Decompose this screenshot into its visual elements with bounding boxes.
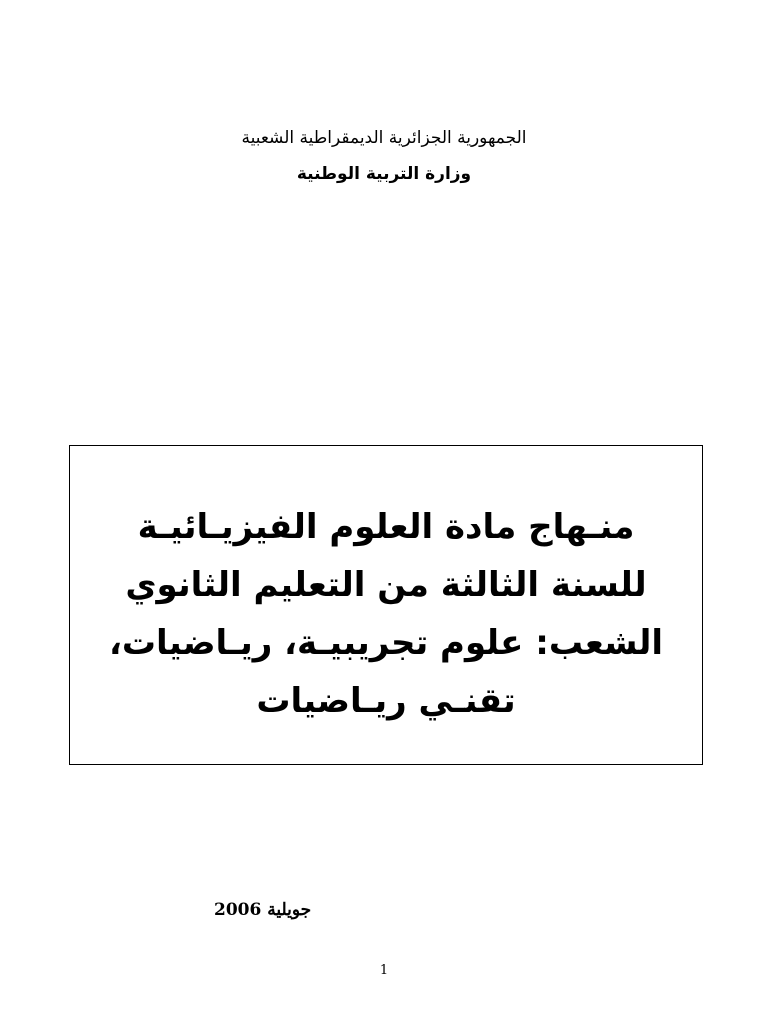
republic-heading: الجمهورية الجزائرية الديمقراطية الشعبية	[241, 128, 527, 148]
page-number: 1	[379, 963, 389, 978]
title-line-4: تقنـي ريـاضيات	[256, 681, 516, 721]
title-line-3: الشعب: علوم تجريبيـة، ريـاضيات،	[108, 623, 664, 663]
title-line-2: للسنة الثالثة من التعليم الثانوي	[125, 565, 647, 605]
document-title	[70, 498, 702, 730]
ministry-heading: وزارة التربية الوطنية	[296, 164, 472, 184]
document-date: جويلية 2006	[214, 900, 312, 920]
title-box	[69, 445, 703, 765]
title-line-1: منـهاج مادة العلوم الفيزيـائيـة	[137, 507, 635, 547]
